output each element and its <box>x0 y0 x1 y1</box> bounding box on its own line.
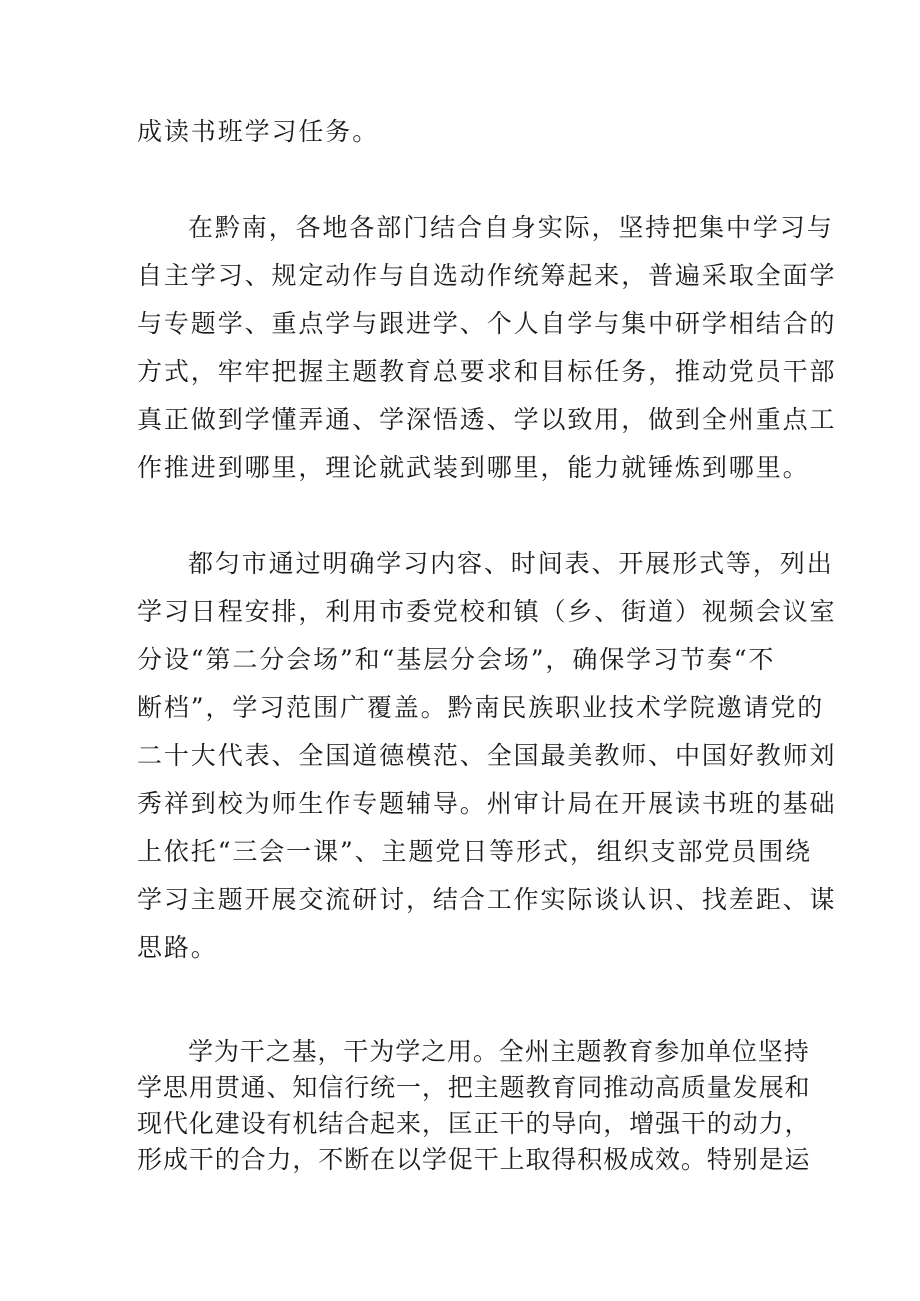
text-line: 在黔南，各地各部门结合自身实际，坚持把集中学习与 <box>188 213 834 242</box>
text-line: 自主学习、规定动作与自选动作统筹起来，普遍采取全面学 <box>137 261 837 290</box>
text-line: 学为干之基，干为学之用。全州主题教育参加单位坚持 <box>188 1037 810 1066</box>
text-line: 作推进到哪里，理论就武装到哪里，能力就锤炼到哪里。 <box>137 453 810 482</box>
text-line: 形成干的合力，不断在以学促干上取得积极成效。特别是运 <box>137 1145 811 1174</box>
text-line: 与专题学、重点学与跟进学、个人自学与集中研学相结合的 <box>137 309 837 338</box>
text-line: 学思用贯通、知信行统一，把主题教育同推动高质量发展和 <box>137 1073 811 1102</box>
text-line: 现代化建设有机结合起来，匡正干的导向，增强干的动力， <box>137 1109 811 1138</box>
text-line: 秀祥到校为师生作专题辅导。州审计局在开展读书班的基础 <box>137 789 837 818</box>
text-line: 上依托“三会一课”、主题党日等形式，组织支部党员围绕 <box>137 837 812 866</box>
text-line: 断档”，学习范围广覆盖。黔南民族职业技术学院邀请党的 <box>137 693 825 722</box>
text-line: 都匀市通过明确学习内容、时间表、开展形式等，列出 <box>188 549 834 578</box>
text-line: 学习日程安排，利用市委党校和镇（乡、街道）视频会议室 <box>137 597 837 626</box>
text-line: 二十大代表、全国道德模范、全国最美教师、中国好教师刘 <box>137 741 837 770</box>
text-line: 方式，牢牢把握主题教育总要求和目标任务，推动党员干部 <box>137 357 837 386</box>
text-line: 学习主题开展交流研讨，结合工作实际谈认识、找差距、谋 <box>137 885 837 914</box>
text-line: 思路。 <box>137 933 218 962</box>
text-line: 分设“第二分会场”和“基层分会场”，确保学习节奏“不 <box>137 645 776 674</box>
text-line: 成读书班学习任务。 <box>137 117 380 146</box>
text-line: 真正做到学懂弄通、学深悟透、学以致用，做到全州重点工 <box>137 405 837 434</box>
